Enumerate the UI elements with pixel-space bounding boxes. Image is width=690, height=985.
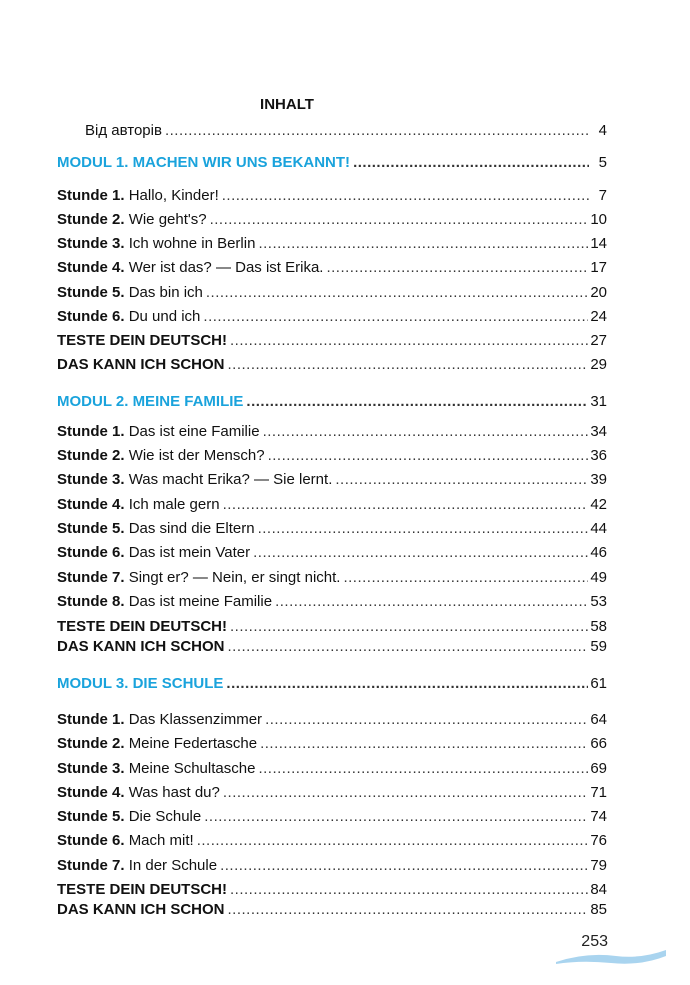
leader-dots [220,857,588,874]
entry-page: 31 [590,393,607,410]
toc-entry[interactable] [57,832,607,852]
toc-entry-review[interactable] [57,901,607,921]
entry-page: 46 [590,544,607,561]
entry-page: 84 [590,881,607,898]
toc-entry[interactable] [57,423,607,443]
page-number: 253 [581,933,608,950]
entry-page: 34 [590,423,607,440]
entry-page: 44 [590,520,607,537]
entry-page: 66 [590,735,607,752]
tests-title: TESTE DEIN DEUTSCH! [57,332,228,349]
toc-entry[interactable] [57,784,607,804]
lesson-label: Stunde 3. [57,471,125,488]
lesson-title: Wer ist das? — Das ist Erika. [128,259,324,276]
review-title: DAS KANN ICH SCHON [57,901,225,918]
entry-page: 36 [590,447,607,464]
entry-page: 74 [590,808,607,825]
leader-dots [203,308,588,325]
leader-dots [226,675,588,692]
leader-dots [258,520,589,537]
toc-entry[interactable] [57,496,607,516]
entry-page: 20 [590,284,607,301]
lesson-title: Was macht Erika? — Sie lernt. [128,471,333,488]
entry-page: 29 [590,356,607,373]
toc-entry[interactable] [57,544,607,564]
lesson-label: Stunde 2. [57,447,125,464]
toc-entry-tests[interactable] [57,332,607,352]
leader-dots [204,808,588,825]
lesson-label: Stunde 7. [57,857,125,874]
leader-dots [228,638,589,655]
leader-dots [353,154,589,171]
toc-entry[interactable] [57,187,607,207]
module-title: MODUL 3. DIE SCHULE [57,675,224,692]
entry-page: 64 [590,711,607,728]
toc-entry[interactable] [57,760,607,780]
lesson-label: Stunde 7. [57,569,125,586]
toc-entry-tests[interactable] [57,881,607,901]
leader-dots [326,259,588,276]
leader-dots [258,760,588,777]
entry-page: 24 [590,308,607,325]
lesson-label: Stunde 4. [57,259,125,276]
leader-dots [210,211,589,228]
toc-entry-tests[interactable] [57,618,607,638]
entry-page: 69 [590,760,607,777]
toc-entry-review[interactable] [57,638,607,658]
toc-entry[interactable] [57,259,607,279]
toc-entry[interactable] [57,857,607,877]
toc-entry[interactable] [57,211,607,231]
module-title: MODUL 1. MACHEN WIR UNS BEKANNT! [57,154,351,171]
entry-page: 53 [590,593,607,610]
toc-entry[interactable] [57,569,607,589]
leader-dots [222,187,589,204]
lesson-label: Stunde 4. [57,496,125,513]
lesson-title: In der Schule [128,857,218,874]
module-heading[interactable] [57,154,607,174]
entry-page: 49 [590,569,607,586]
lesson-title: Ich male gern [128,496,220,513]
lesson-title: Wie geht's? [128,211,207,228]
leader-dots [228,901,589,918]
tests-title: TESTE DEIN DEUTSCH! [57,618,228,635]
lesson-label: Stunde 1. [57,711,125,728]
lesson-title: Ich wohne in Berlin [128,235,256,252]
page-title: INHALT [260,96,314,113]
lesson-title: Das bin ich [128,284,203,301]
entry-page: 4 [598,122,607,139]
entry-page: 79 [590,857,607,874]
lesson-title: Hallo, Kinder! [128,187,219,204]
lesson-label: Stunde 5. [57,808,125,825]
entry-page: 7 [598,187,607,204]
entry-page: 27 [590,332,607,349]
lesson-label: Stunde 6. [57,544,125,561]
lesson-title: Mach mit! [128,832,194,849]
review-title: DAS KANN ICH SCHON [57,356,225,373]
lesson-label: Stunde 4. [57,784,125,801]
toc-entry-review[interactable] [57,356,607,376]
leader-dots [223,784,588,801]
entry-page: 17 [590,259,607,276]
lesson-title: Das sind die Eltern [128,520,255,537]
toc-entry[interactable] [57,593,607,613]
entry-page: 39 [590,471,607,488]
lesson-title: Meine Schultasche [128,760,256,777]
toc-entry[interactable] [57,711,607,731]
entry-page: 14 [590,235,607,252]
toc-entry[interactable] [57,808,607,828]
lesson-title: Das ist mein Vater [128,544,251,561]
toc-entry[interactable] [57,284,607,304]
entry-page: 61 [590,675,607,692]
lesson-label: Stunde 5. [57,284,125,301]
lesson-label: Stunde 6. [57,308,125,325]
leader-dots [263,423,589,440]
toc-entry-intro[interactable] [85,122,607,142]
lesson-label: Stunde 3. [57,235,125,252]
toc-entry[interactable] [57,735,607,755]
module-heading[interactable] [57,675,607,695]
leader-dots [197,832,589,849]
leader-dots [258,235,588,252]
lesson-title: Das ist eine Familie [128,423,260,440]
lesson-title: Singt er? — Nein, er singt nicht. [128,569,341,586]
lesson-title: Die Schule [128,808,202,825]
lesson-title: Was hast du? [128,784,220,801]
leader-dots [265,711,588,728]
entry-page: 58 [590,618,607,635]
leader-dots [206,284,588,301]
entry-page: 10 [590,211,607,228]
leader-dots [268,447,589,464]
leader-dots [260,735,588,752]
lesson-title: Meine Federtasche [128,735,258,752]
toc-entry[interactable] [57,235,607,255]
module-title: MODUL 2. MEINE FAMILIE [57,393,244,410]
leader-dots [230,881,588,898]
tests-title: TESTE DEIN DEUTSCH! [57,881,228,898]
wave-shape [556,950,666,964]
leader-dots [275,593,588,610]
lesson-title: Du und ich [128,308,201,325]
toc-entry[interactable] [57,471,607,491]
toc-entry[interactable] [57,447,607,467]
entry-text: Від авторів [85,122,162,139]
leader-dots [343,569,588,586]
lesson-label: Stunde 5. [57,520,125,537]
leader-dots [335,471,588,488]
lesson-label: Stunde 6. [57,832,125,849]
lesson-title: Das ist meine Familie [128,593,273,610]
entry-page: 85 [590,901,607,918]
toc-entry[interactable] [57,520,607,540]
lesson-label: Stunde 8. [57,593,125,610]
leader-dots [165,122,589,139]
lesson-title: Wie ist der Mensch? [128,447,265,464]
lesson-label: Stunde 1. [57,423,125,440]
lesson-label: Stunde 2. [57,735,125,752]
review-title: DAS KANN ICH SCHON [57,638,225,655]
module-heading[interactable] [57,393,607,413]
lesson-label: Stunde 3. [57,760,125,777]
leader-dots [253,544,588,561]
lesson-label: Stunde 2. [57,211,125,228]
entry-page: 42 [590,496,607,513]
leader-dots [228,356,589,373]
leader-dots [230,618,588,635]
entry-page: 5 [598,154,607,171]
leader-dots [246,393,588,410]
entry-page: 76 [590,832,607,849]
leader-dots [223,496,589,513]
entry-page: 59 [590,638,607,655]
decorative-wave [556,948,666,968]
leader-dots [230,332,588,349]
entry-page: 71 [590,784,607,801]
toc-entry[interactable] [57,308,607,328]
lesson-label: Stunde 1. [57,187,125,204]
lesson-title: Das Klassenzimmer [128,711,263,728]
